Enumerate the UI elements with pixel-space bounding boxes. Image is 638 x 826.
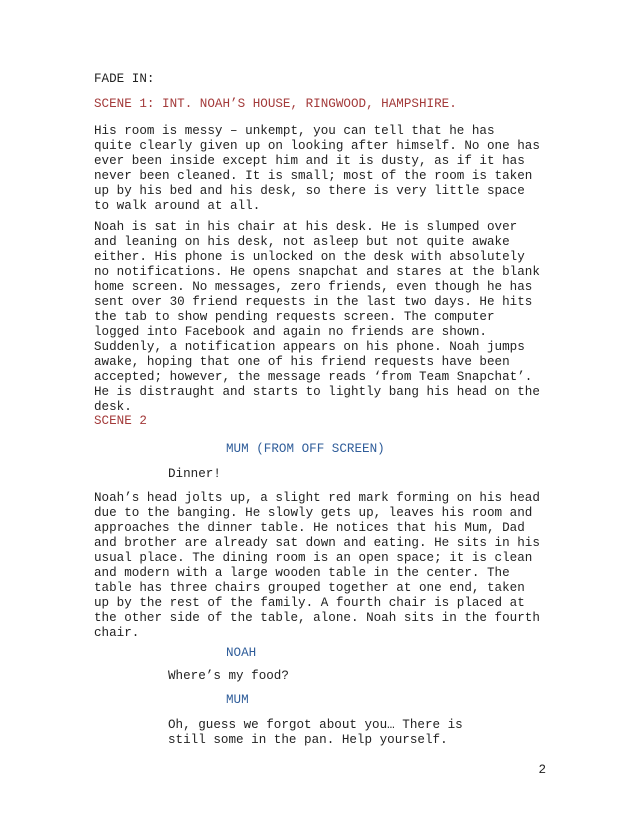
action-line: up by his bed and his desk, so there is very little space: [94, 184, 525, 198]
action-line: Noah is sat in his chair at his desk. He is slumped over: [94, 220, 518, 234]
dialogue-line: Oh, guess we forgot about you… There is: [168, 718, 463, 732]
action-line: Noah’s head jolts up, a slight red mark forming on his head: [94, 491, 540, 505]
action-line: never been cleaned. It is small; most of the room is taken: [94, 169, 533, 183]
dialogue-line: still some in the pan. Help yourself.: [168, 733, 448, 747]
action-line: and brother are already sat down and eating. He sits in his: [94, 536, 540, 550]
dialogue-line: Dinner!: [168, 467, 221, 481]
action-line: logged into Facebook and again no friends are shown.: [94, 325, 487, 339]
character-name: MUM: [226, 693, 249, 707]
action-line: approaches the dinner table. He notices that his Mum, Dad: [94, 521, 525, 535]
action-line: up by the rest of the family. A fourth chair is placed at: [94, 596, 525, 610]
transition-fade-in: [94, 72, 154, 87]
action-paragraph-2: [94, 220, 540, 415]
scene-heading-1: [94, 97, 457, 112]
scene-heading-2: [94, 414, 147, 429]
action-line: to walk around at all.: [94, 199, 261, 213]
action-line: He is distraught and starts to lightly bang his head on the: [94, 385, 540, 399]
action-line: quite clearly given up on looking after himself. No one has: [94, 139, 540, 153]
action-paragraph-3: [94, 491, 540, 641]
action-line: no notifications. He opens snapchat and stares at the blank: [94, 265, 540, 279]
action-line: home screen. No messages, zero friends, even though he has: [94, 280, 533, 294]
action-line: Suddenly, a notification appears on his phone. Noah jumps: [94, 340, 525, 354]
dialogue-noah: [168, 669, 289, 684]
action-line: either. His phone is unlocked on the desk with absolutely: [94, 250, 525, 264]
character-cue-mum: [226, 693, 249, 708]
scene-heading-text: SCENE 2: [94, 414, 147, 428]
action-line: the tab to show pending requests screen. The computer: [94, 310, 495, 324]
action-line: sent over 30 friend requests in the last two days. He hits: [94, 295, 533, 309]
action-paragraph-1: [94, 124, 540, 214]
action-line: His room is messy – unkempt, you can tell that he has: [94, 124, 495, 138]
dialogue-mum-dinner: [168, 467, 221, 482]
action-line: desk.: [94, 400, 132, 414]
action-line: ever been inside except him and it is dusty, as if it has: [94, 154, 525, 168]
character-cue-mum-offscreen: [226, 442, 385, 457]
scene-heading-text: SCENE 1: INT. NOAH’S HOUSE, RINGWOOD, HAMPSHIRE.: [94, 97, 457, 111]
dialogue-line: Where’s my food?: [168, 669, 289, 683]
transition-text: FADE IN:: [94, 72, 155, 86]
action-line: and leaning on his desk, not asleep but not quite awake: [94, 235, 510, 249]
action-line: and modern with a large wooden table in the center. The: [94, 566, 510, 580]
action-line: due to the banging. He slowly gets up, leaves his room and: [94, 506, 533, 520]
page-number: 2: [538, 763, 546, 777]
action-line: awake, hoping that one of his friend requests have been: [94, 355, 510, 369]
action-line: table has three chairs grouped together at one end, taken: [94, 581, 525, 595]
character-name: MUM (FROM OFF SCREEN): [226, 442, 385, 456]
action-line: chair.: [94, 626, 140, 640]
action-line: usual place. The dining room is an open space; it is clean: [94, 551, 533, 565]
action-line: the other side of the table, alone. Noah sits in the fourth: [94, 611, 540, 625]
dialogue-mum-food: [168, 718, 463, 748]
action-line: accepted; however, the message reads ‘from Team Snapchat’.: [94, 370, 533, 384]
character-name: NOAH: [226, 646, 257, 660]
character-cue-noah: [226, 646, 256, 661]
